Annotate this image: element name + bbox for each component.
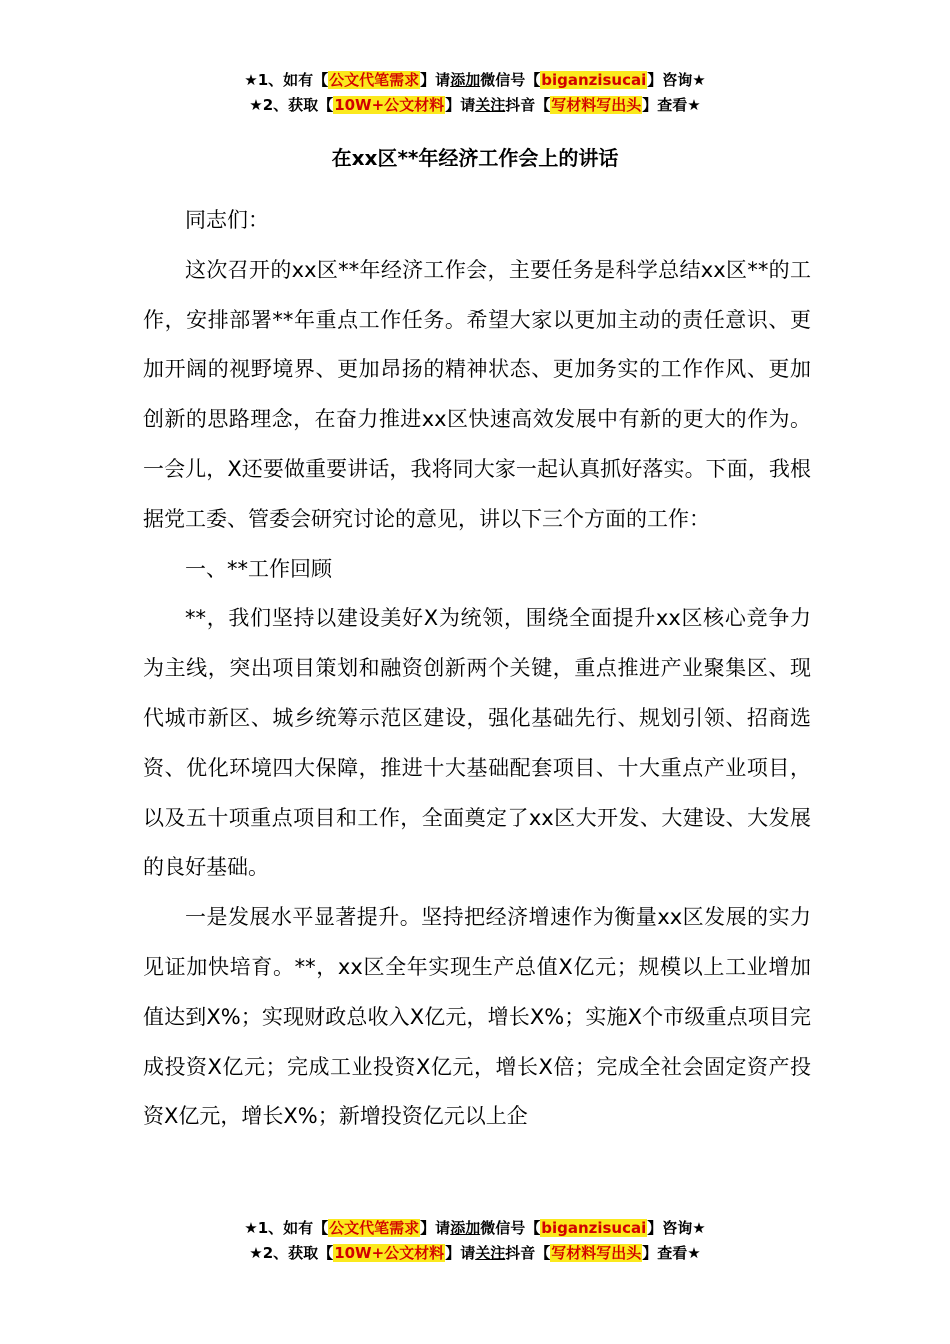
banner-text: ★1、如有【 <box>244 71 329 89</box>
banner-text: 】查看★ <box>642 96 701 114</box>
banner-text: 抖音【 <box>505 1244 551 1262</box>
banner-highlight: 写材料写出头 <box>551 1244 642 1262</box>
banner-line-2 <box>0 1241 950 1266</box>
banner-highlight: 10W+公文材料 <box>334 1244 445 1262</box>
banner-text: 微信号【 <box>480 1219 541 1237</box>
banner-highlight: 公文代笔需求 <box>329 71 420 89</box>
banner-text: 】咨询★ <box>647 71 706 89</box>
banner-text: 】请 <box>420 71 451 89</box>
paragraph-development: 一是发展水平显著提升。坚持把经济增速作为衡量xx区发展的实力见证加快培育。**，xx区全年实现生产总值X亿元；规模以上工业增加值达到X%；实现财政总收入X亿元，增长X%；实施X个市级重点项目完成投资X亿元；完成工业投资X亿元，增长X倍；完成全社会固定资产投资X亿元，增长X%；新增投资亿元以上企 <box>143 905 811 1129</box>
paragraph-salutation: 同志们： <box>185 208 269 232</box>
banner-highlight: biganzisucai <box>541 71 647 89</box>
paragraph-review: **，我们坚持以建设美好X为统领，围绕全面提升xx区核心竞争力为主线，突出项目策划和融资创新两个关键，重点推进产业聚集区、现代城市新区、城乡统筹示范区建设，强化基础先行、规划引领、招商选资、优化环境四大保障，推进十大基础配套项目、十大重点产业项目，以及五十项重点项目和工作，全面奠定了xx区大开发、大建设、大发展的良好基础。 <box>143 606 811 880</box>
document-title: 在xx区**年经济工作会上的讲话 <box>331 146 619 170</box>
banner-text: 】查看★ <box>642 1244 701 1262</box>
banner-highlight: biganzisucai <box>541 1219 647 1237</box>
banner-underlined: 关注 <box>475 1244 506 1262</box>
banner-text: ★1、如有【 <box>244 1219 329 1237</box>
header-banner <box>0 68 950 118</box>
banner-line-1 <box>0 68 950 93</box>
banner-underlined: 添加 <box>450 1219 481 1237</box>
banner-text: ★2、获取【 <box>249 1244 334 1262</box>
footer-banner <box>0 1216 950 1266</box>
banner-text: 微信号【 <box>480 71 541 89</box>
banner-highlight: 10W+公文材料 <box>334 96 445 114</box>
banner-highlight: 公文代笔需求 <box>329 1219 420 1237</box>
banner-line-1 <box>0 1216 950 1241</box>
banner-text: 】请 <box>445 96 476 114</box>
banner-text: 】请 <box>420 1219 451 1237</box>
banner-highlight: 写材料写出头 <box>551 96 642 114</box>
banner-text: ★2、获取【 <box>249 96 334 114</box>
banner-underlined: 添加 <box>450 71 481 89</box>
paragraph-intro: 这次召开的xx区**年经济工作会，主要任务是科学总结xx区**的工作，安排部署**年重点工作任务。希望大家以更加主动的责任意识、更加开阔的视野境界、更加昂扬的精神状态、更加务实的工作作风、更加创新的思路理念，在奋力推进xx区快速高效发展中有新的更大的作为。一会儿，X还要做重要讲话，我将同大家一起认真抓好落实。下面，我根据党工委、管委会研究讨论的意见，讲以下三个方面的工作： <box>143 257 811 531</box>
document-body <box>143 196 811 1142</box>
banner-underlined: 关注 <box>475 96 506 114</box>
banner-text: 】咨询★ <box>647 1219 706 1237</box>
banner-text: 抖音【 <box>505 96 551 114</box>
section-heading: 一、**工作回顾 <box>185 556 332 581</box>
banner-line-2 <box>0 93 950 118</box>
banner-text: 】请 <box>445 1244 476 1262</box>
